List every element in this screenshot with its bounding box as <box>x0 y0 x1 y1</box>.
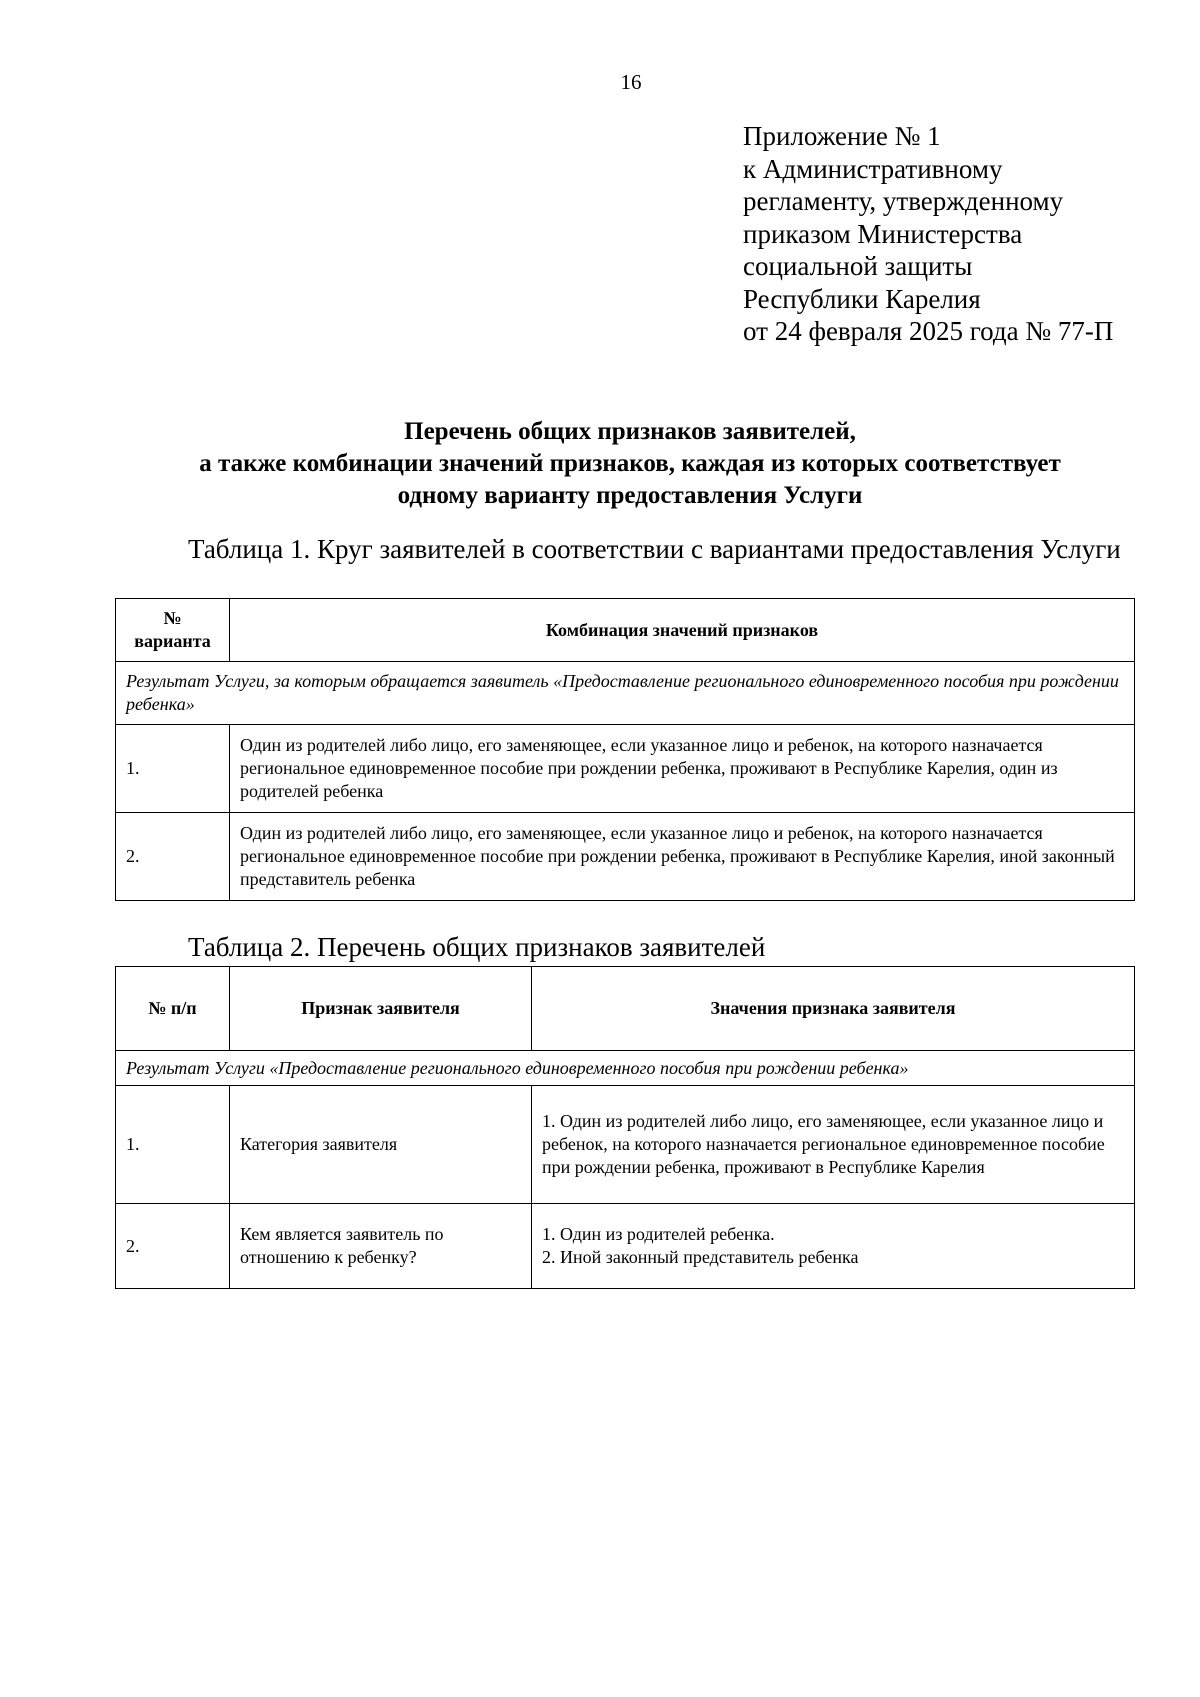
value-line: 2. Иной законный представитель ребенка <box>542 1247 859 1267</box>
table2 <box>115 966 1135 1289</box>
table1-section-row <box>116 662 1135 725</box>
appendix-line: к Административному <box>743 153 1003 184</box>
table1-header-row <box>116 599 1135 662</box>
table2-row-number: 1. <box>116 1086 230 1204</box>
table1-caption: Таблица 1. Круг заявителей в соответствии с вариантами предоставления Услуги <box>188 534 1121 564</box>
table1 <box>115 598 1135 901</box>
title-line: одному варианту предоставления Услуги <box>397 482 863 509</box>
table2-row-number: 2. <box>116 1204 230 1289</box>
appendix-line: социальной защиты <box>743 251 973 281</box>
title-line: Перечень общих признаков заявителей, <box>404 418 856 445</box>
table-row <box>116 1086 1135 1204</box>
appendix-line: от 24 февраля 2025 года № 77-П <box>743 316 1114 346</box>
table1-row-number: 2. <box>116 813 230 901</box>
appendix-line: регламенту, утвержденному <box>743 186 1064 216</box>
table-row <box>116 813 1135 901</box>
table2-section-row <box>116 1051 1135 1086</box>
table1-header-number <box>116 599 230 662</box>
appendix-line: Приложение № 1 <box>743 121 941 151</box>
table-row <box>116 1204 1135 1289</box>
table2-header-row <box>116 967 1135 1051</box>
table2-caption: Таблица 2. Перечень общих признаков заявителей <box>188 932 766 962</box>
table1-row-text: Один из родителей либо лицо, его заменяющее, если указанное лицо и ребенок, на которого назначается региональное единовременное пособие при рождении ребенка, проживают в Республике Карелия, иной законный представитель ребенка <box>230 813 1135 901</box>
table2-header-values: Значения признака заявителя <box>532 967 1135 1051</box>
table2-row-attribute: Кем является заявитель по отношению к ребенку? <box>230 1204 532 1289</box>
title-line: а также комбинации значений признаков, каждая из которых соответствует <box>199 450 1061 477</box>
table2-header-attribute: Признак заявителя <box>230 967 532 1051</box>
appendix-line: Республики Карелия <box>743 283 981 314</box>
table2-header-number: № п/п <box>116 967 230 1051</box>
table1-row-number: 1. <box>116 725 230 813</box>
table2-row-values <box>532 1204 1135 1289</box>
table-row <box>116 725 1135 813</box>
table1-row-text: Один из родителей либо лицо, его заменяющее, если указанное лицо и ребенок, на которого назначается региональное единовременное пособие при рождении ребенка, проживают в Республике Карелия, один из родителей ребенка <box>230 725 1135 813</box>
table1-section-cell: Результат Услуги, за которым обращается заявитель «Предоставление регионального единовременного пособия при рождении ребенка» <box>116 662 1135 725</box>
header-number-sign: № <box>163 608 182 628</box>
appendix-block <box>743 120 1113 348</box>
appendix-line: приказом Министерства <box>743 218 1023 249</box>
table2-section-cell: Результат Услуги «Предоставление регионального единовременного пособия при рождении ребенка» <box>116 1051 1135 1086</box>
table2-row-values <box>532 1086 1135 1204</box>
table2-row-attribute: Категория заявителя <box>230 1086 532 1204</box>
value-line: 1. Один из родителей либо лицо, его заменяющее, если указанное лицо и ребенок, на которого назначается региональное единовременное пособие при рождении ребенка, проживают в Республике Карелия <box>542 1111 1105 1177</box>
header-variant-label: варианта <box>134 631 211 651</box>
table1-header-combination: Комбинация значений признаков <box>230 599 1135 662</box>
page-number: 16 <box>620 70 642 94</box>
document-title <box>115 416 1145 512</box>
value-line: 1. Один из родителей ребенка. <box>542 1224 775 1244</box>
